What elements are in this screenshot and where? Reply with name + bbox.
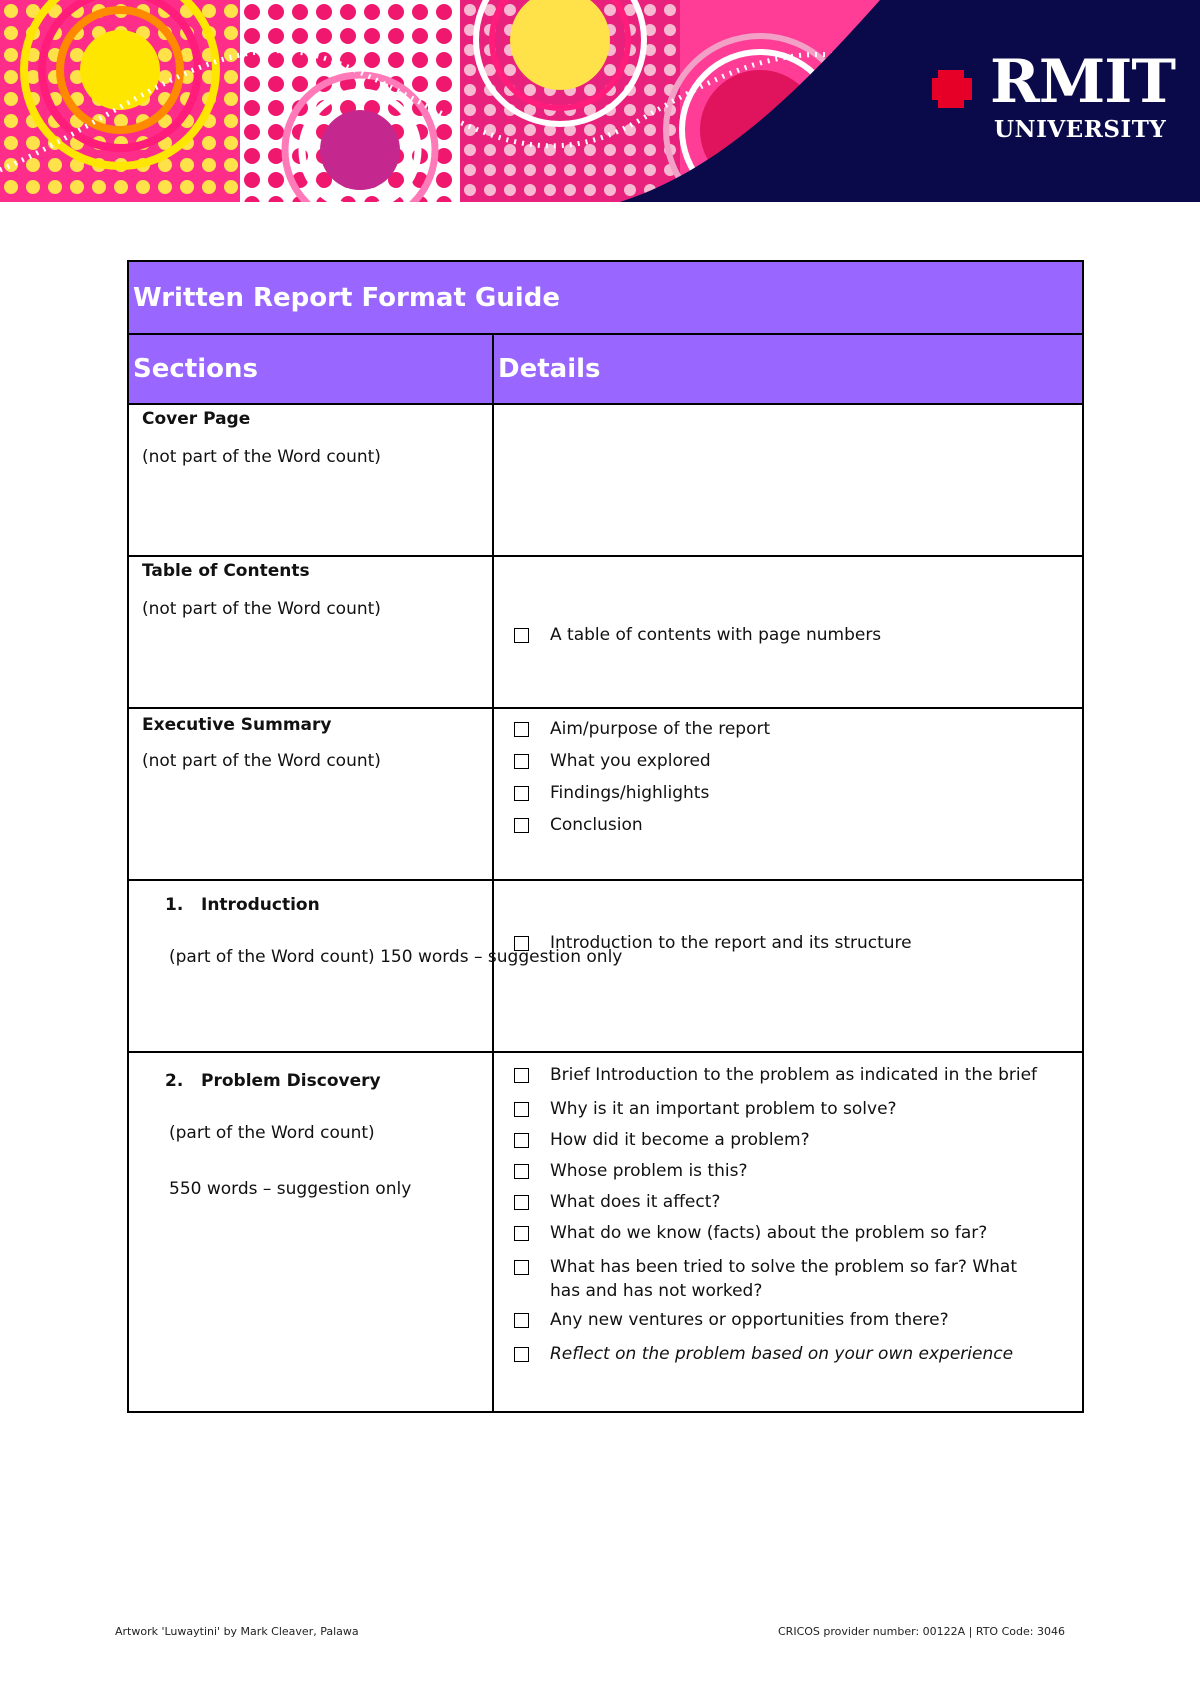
checkbox[interactable]	[514, 1102, 529, 1117]
checklist-item: Reflect on the problem based on your own experience	[514, 1342, 1052, 1366]
checklist-item: Findings/highlights	[514, 781, 1082, 805]
table-row	[128, 880, 1083, 1052]
section-name: Table of Contents	[142, 561, 310, 581]
checklist-item: How did it become a problem?	[514, 1128, 1052, 1152]
checklist-item: What do we know (facts) about the problem so far?	[514, 1221, 1052, 1245]
checkbox[interactable]	[514, 1133, 529, 1148]
details-cell	[493, 404, 1083, 556]
section-cell	[128, 404, 493, 556]
table-row	[128, 556, 1083, 708]
footer-cricos: CRICOS provider number: 00122A | RTO Code: 3046	[778, 1625, 1065, 1638]
checklist-item: Whose problem is this?	[514, 1159, 1052, 1183]
checklist-item: Any new ventures or opportunities from there?	[514, 1308, 1052, 1332]
checkbox[interactable]	[514, 1164, 529, 1179]
section-note: (not part of the Word count)	[142, 447, 381, 467]
header-banner	[0, 0, 1200, 202]
checklist-item: What has been tried to solve the problem so far? What has and has not worked?	[514, 1255, 1052, 1303]
details-cell	[493, 556, 1083, 708]
details-cell	[493, 1052, 1083, 1412]
section-note: (part of the Word count) 150 words – suggestion only	[169, 947, 623, 967]
checkbox[interactable]	[514, 1226, 529, 1241]
checkbox[interactable]	[514, 1347, 529, 1362]
table-row	[128, 404, 1083, 556]
checklist-item: Conclusion	[514, 813, 1082, 837]
checkbox[interactable]	[514, 628, 529, 643]
checkbox[interactable]	[514, 1068, 529, 1083]
logo-title: RMIT	[990, 47, 1175, 117]
checkbox[interactable]	[514, 754, 529, 769]
checklist	[494, 1063, 1082, 1366]
table-title-row	[128, 261, 1083, 334]
checkbox[interactable]	[514, 1313, 529, 1328]
checkbox[interactable]	[514, 722, 529, 737]
table-row	[128, 1052, 1083, 1412]
column-header-details: Details	[493, 334, 1083, 404]
checklist-item: Introduction to the report and its structure	[514, 931, 1082, 955]
checklist-item: Why is it an important problem to solve?	[514, 1097, 1052, 1121]
checklist-item: What does it affect?	[514, 1190, 1052, 1214]
aboriginal-artwork-banner	[0, 0, 1200, 202]
table-header-row	[128, 334, 1083, 404]
checklist-item: Aim/purpose of the report	[514, 717, 1082, 741]
checklist-item: What you explored	[514, 749, 1082, 773]
checklist-item: Brief Introduction to the problem as indicated in the brief	[514, 1063, 1052, 1087]
section-name: Cover Page	[142, 409, 251, 429]
table-title: Written Report Format Guide	[128, 261, 1083, 334]
checklist	[494, 717, 1082, 837]
section-note: (part of the Word count)	[169, 1123, 375, 1143]
table-row	[128, 708, 1083, 880]
report-format-table	[127, 260, 1084, 1413]
section-cell	[128, 1052, 493, 1412]
section-note: (not part of the Word count)	[142, 751, 381, 771]
section-note: (not part of the Word count)	[142, 599, 381, 619]
checkbox[interactable]	[514, 1195, 529, 1210]
checkbox[interactable]	[514, 818, 529, 833]
section-name: 2. Problem Discovery	[165, 1071, 381, 1091]
checklist	[494, 623, 1082, 647]
footer-artwork-credit: Artwork 'Luwaytini' by Mark Cleaver, Palawa	[115, 1625, 359, 1638]
section-name: Executive Summary	[142, 715, 332, 735]
logo-subtitle: UNIVERSITY	[994, 116, 1167, 143]
section-cell	[128, 880, 623, 1052]
checkbox[interactable]	[514, 786, 529, 801]
section-cell	[128, 708, 493, 880]
section-name: 1. Introduction	[165, 895, 320, 915]
details-cell	[493, 708, 1083, 880]
section-word-suggestion: 550 words – suggestion only	[169, 1179, 412, 1199]
column-header-sections: Sections	[128, 334, 493, 404]
checklist-item: A table of contents with page numbers	[514, 623, 1082, 647]
section-cell	[128, 556, 493, 708]
checkbox[interactable]	[514, 1260, 529, 1275]
